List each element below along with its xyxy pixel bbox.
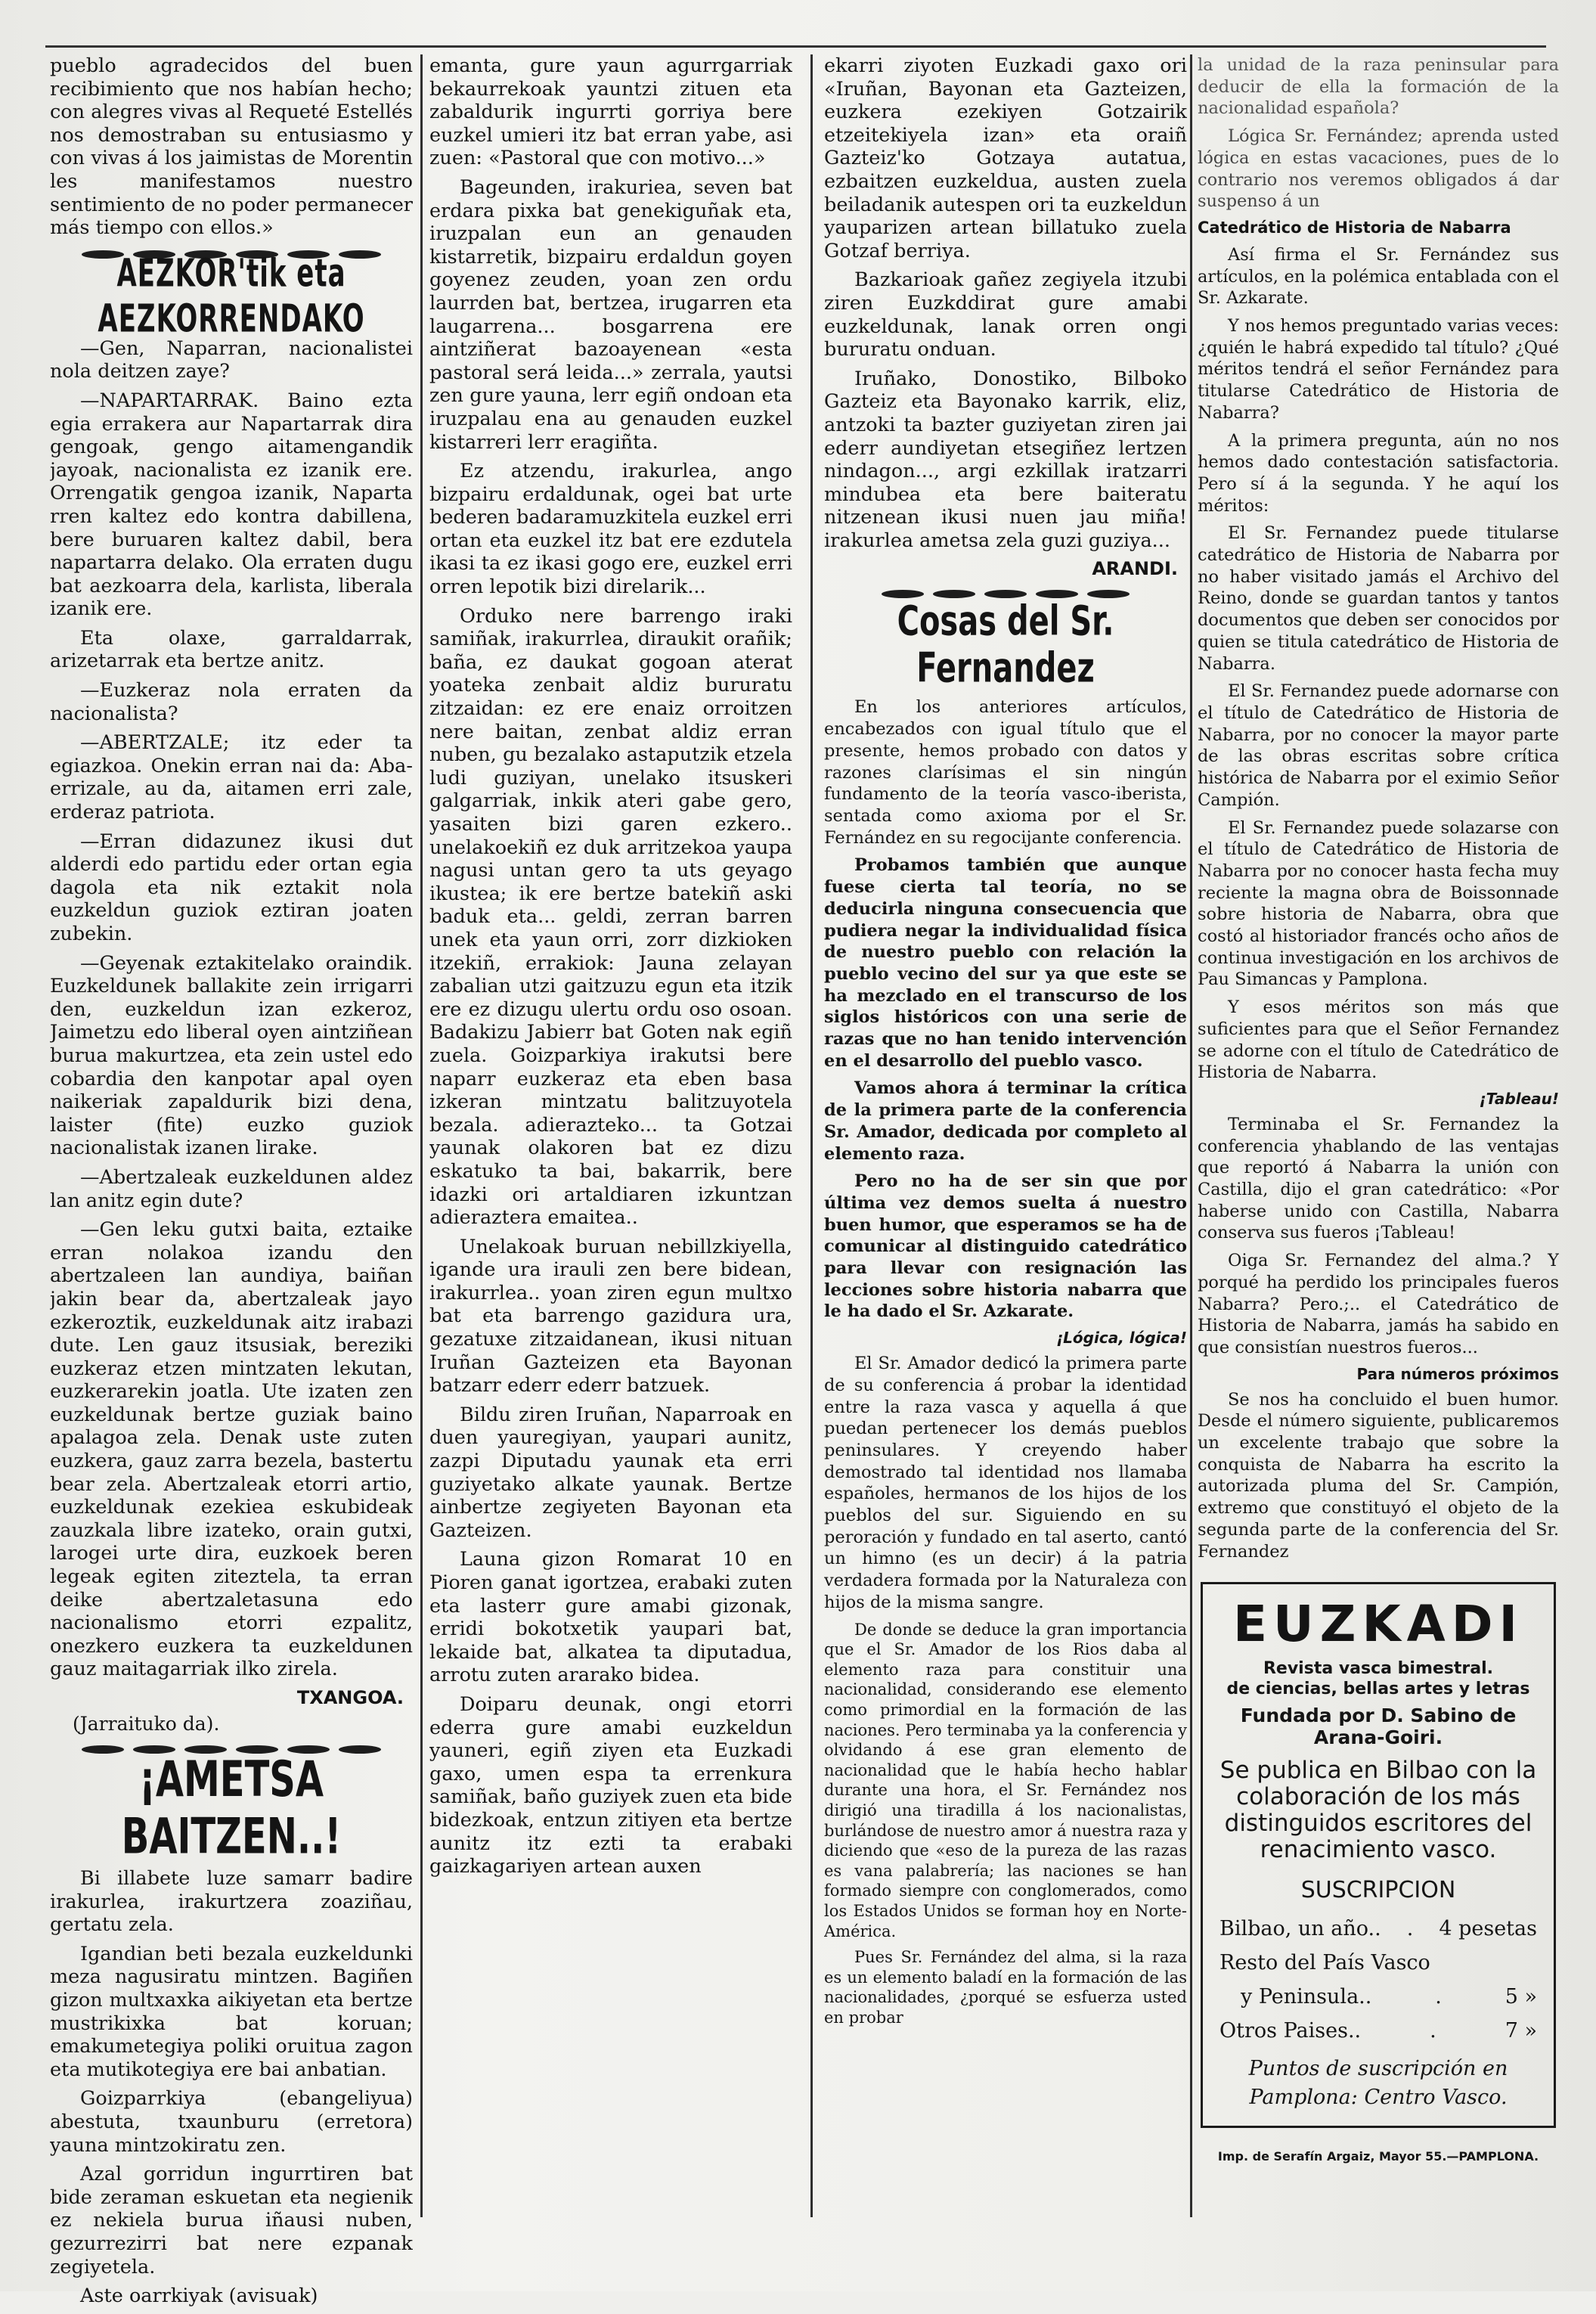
paragraph: De donde se deduce la gran importancia que el Sr. Amador de los Rios daba al elemento raza para constituir una nacionalidad, considerando ese elemento como primordial en la formación de las naciones. Pero terminaba ya la conferencia y olvidando á ese gran elemento de nacionalidad que le había hecho hablar durante una hora, el Sr. Fernández nos dirigió una tiradilla á los nacionalistas, burlándose de nuestro amor á nuestra raza y diciendo que «eso de la pureza de las razas es vana palabrería; las naciones se han formado siempre con conglomerados, como los Estados Unidos se forman hoy en Norte-América.	[824, 1620, 1187, 1940]
paragraph: la unidad de la raza peninsular para deducir de ella la formación de la nacionalidad española?	[1198, 55, 1559, 119]
price-row	[1219, 1951, 1537, 1974]
ad-founded: Fundada por D. Sabino de Arana-Goiri.	[1240, 1704, 1517, 1749]
column-4	[1198, 54, 1559, 2164]
subhead-proximos: Para números próximos	[1356, 1364, 1559, 1383]
paragraph: —ABERTZALE; itz eder ta egiazkoa. Onekin erran nai da: Aba-errizale, au da, aitamen erri zale, erderaz patriota.	[50, 731, 413, 824]
ad-body: Se publica en Bilbao con la colaboración de los más distinguidos escritores del renacimiento vasco.	[1219, 1757, 1537, 1864]
paragraph: ekarri ziyoten Euzkadi gaxo ori «Iruñan, Bayonan eta Gazteizen, euzkera ezekiyen Gotzairik etzeitekiyela izan» eta oraiñ Gazteiz'ko Gotzaya autatua, ezbaitzen euzkeldua, austen zuela beiladanik autespen ori ta euzkeldun yauparizen artean billatuko zuela Gotzaf berriya.	[824, 54, 1187, 262]
bold-line-catedratico: Catedrático de Historia de Nabarra	[1198, 218, 1511, 237]
intro-text: pueblo agradecidos del buen recibimiento que nos habían hecho; con alegres vivas al Requeté Estellés nos demostraban su entusiasmo y con vivas á los jaimistas de Morentin les manifestamos nuestro sentimiento de no poder permanecer más tiempo con ellos.»	[50, 54, 413, 240]
price-label: Resto del País Vasco	[1219, 1951, 1430, 1975]
top-rule	[45, 45, 1546, 48]
paragraph: Aste oarrkiyak (avisuak)	[80, 2285, 318, 2308]
paragraph: El Sr. Amador dedicó la primera parte de su conferencia á probar la identidad entre la raza vasca y aquella á que puedan pertenecer los demás pueblos peninsulares. Y creyendo haber demostrado tal identidad nos llamaba españoles, hermanos de los hijos de los pueblos del sur. Siguiendo en su peroración y fundado en tal aserto, cantó un himno (es un decir) á la patria verdadera formada por la Naturaleza con hijos de la misma sangre.	[824, 1354, 1187, 1612]
paragraph: —Geyenak eztakitelako oraindik. Euzkeldunek ballakite zein irrigarri den, euzkeldun izan ezkeroz, Jaimetzu edo liberal oyen aintziñean burua makurtzea, eta zein ustel edo cobardia den kanpotar apal oyen naikeriak zapaldurik bizi dena, laister (fite) euzko guziok nacionalistak izanen lirake.	[50, 951, 413, 1160]
signature-arandi: ARANDI.	[1092, 558, 1178, 580]
subhead-tableau: ¡Tableau!	[1479, 1089, 1559, 1108]
article-title-aezkor: AEZKOR'tik eta AEZKORRENDAKO	[98, 250, 365, 342]
paragraph: Launa gizon Romarat 10 en Pioren ganat igortzea, erabaki zuten eta lasterr gure amabi gizonak, erridi bokotxetik yaupari bat, lekaide bat, alkatea ta diputadua, arrotu zuten ararako bidea.	[429, 1548, 792, 1687]
price-value: 7 »	[1505, 2019, 1537, 2043]
paragraph: —Euzkeraz nola erraten da nacionalista?	[50, 679, 413, 725]
price-value: 4 pesetas	[1439, 1917, 1537, 1941]
price-dot: .	[1406, 1917, 1414, 1941]
paragraph: Así firma el Sr. Fernández sus artículos, en la polémica entablada con el Sr. Azkarate.	[1198, 244, 1559, 309]
paragraph: Se nos ha concluido el buen humor. Desde el número siguiente, publicaremos un excelente trabajo que sobre la conquista de Nabarra ha escrito la autorizada pluma del Sr. Campión, extremo que constituyó el objeto de la segunda parte de la conferencia del Sr. Fernandez	[1198, 1389, 1559, 1562]
column-rule	[420, 54, 423, 2217]
subhead-logica: ¡Lógica, lógica!	[1056, 1329, 1187, 1348]
price-row	[1219, 1917, 1537, 1940]
paragraph: Oiga Sr. Fernandez del alma.? Y porqué ha perdido los principales fueros Nabarra? Pero.;.. el Catedrático de Historia de Nabarra, jamás ha sabido en que consistían nuestros fueros...	[1198, 1251, 1559, 1357]
paragraph: Igandian beti bezala euzkeldunki meza nagusiratu mintzen. Bagiñen gizon multxaxka aikiyetan eta bertze mustrikixka bat koruan; emakumetegiya poliki oruitua zagon eta mutikotegiya ere bai anbatian.	[50, 1942, 413, 2081]
price-value: 5 »	[1505, 1985, 1537, 2009]
paragraph: Bi illabete luze samarr badire irakurlea, irakurtzera zoaziñau, gertatu zela.	[50, 1867, 413, 1937]
ad-title: EUZKADI	[1232, 1595, 1524, 1654]
euzkadi-advertisement	[1201, 1582, 1556, 2128]
paragraph: Pues Sr. Fernández del alma, si la raza es un elemento baladí en la formación de las nacionalidades, ¿porqué se esfuerza usted en probar	[824, 1948, 1187, 2027]
paragraph: Azal gorridun ingurrtiren bat bide zeraman eskuetan eta negienik ez nekiela burua iñausi nuben, gezurrezirri bat nere ezpanak zegiyetela.	[50, 2163, 413, 2278]
imprint-line: Imp. de Serafín Argaiz, Mayor 55.—PAMPLONA.	[1217, 2149, 1539, 2164]
continued-note: (Jarraituko da).	[73, 1713, 220, 1735]
paragraph: Bazkarioak gañez zegiyela itzubi ziren Euzkddirat gure amabi euzkeldunak, lanak orren ongi bururatu onduan.	[824, 268, 1187, 361]
paragraph: Pero no ha de ser sin que por última vez demos suelta á nuestro buen humor, que esperamos se ha de comunicar al distinguido catedrático para llevar con resignación las lecciones sobre historia nabarra que le ha dado el Sr. Azkarate.	[824, 1171, 1187, 1322]
price-label: Bilbao, un año..	[1219, 1917, 1381, 1941]
paragraph: En los anteriores artículos, encabezados con igual título que el presente, hemos probado con datos y razones clarísimas el sin ningún fundamento de la teoría vasco-iberista, sentada como axioma por el Sr. Fernández en su regocijante conferencia.	[824, 697, 1187, 848]
paragraph: Y esos méritos son más que suficientes para que el Señor Fernandez se adorne con el título de Catedrático de Historia de Nabarra.	[1198, 997, 1559, 1083]
signature-txangoa: TXANGOA.	[296, 1687, 404, 1708]
price-dot: .	[1435, 1985, 1442, 2009]
price-label: Otros Paises..	[1219, 2019, 1362, 2043]
price-row	[1219, 1985, 1537, 2008]
ad-footer-line-1: Puntos de suscripción en	[1248, 2057, 1508, 2081]
paragraph: —Gen leku gutxi baita, eztaike erran nolakoa izandu den abertzaleen lan aundiya, baiñan jakin bear da, abertzaleak jayo ezkeroztik, euzkeldunak aitz irabazi dute. Len gauz itsusiak, bereziki euzkeraz etzen mintzaten lekutan, euzkerarekin joatla. Ute izaten zen euzkeldunak bertze guziak baino apalagoa zela. Denak uste zuten euzkera, gauz zarra bezela, bastertu bear zela. Abertzaleak etorri artio, euzkeldunak ezekiea eskubideak zauzkala libre izateko, orain gutxi, larogei urte dira, euzkoek beren legeak egiten ziteztela, ta erran deike abertzaletasuna edo nacionalismo etorri ezpalitz, onezkero euzkera ta euzkeldunen gauz maitagarriak ilko zirela.	[50, 1218, 413, 1681]
paragraph: Doiparu deunak, ongi etorri ederra gure amabi euzkeldun yauneri, egiñ ziyen eta Euzkadi gaxo, umen espa ta errenkura samiñak, baño guziyek zuen eta bide bidezkoak, entzun zitiyen eta bertze aunitz itz ezti ta erabaki gaizkagariyen artean auxen	[429, 1692, 792, 1878]
paragraph: —Erran didazunez ikusi dut alderdi edo partidu eder ortan egia dagola eta nik eztakit nola euzkeldun guziok eztiran joaten zubekin.	[50, 830, 413, 945]
paragraph: Bageunden, irakuriea, seven bat erdara pixka bat genekiguñak eta, iruzpalan eun an genauden kistarretik, bizpairu erdaldun goyen goyenez zeuden, yoan zen ordu laurrden bat, bertzea, irugarren eta laugarrena... bosgarrena ere aintziñerat bazoayenean «esta pastoral será leida...» zerrala, yautsi zen gure yauna, lerr egiñ ondoan eta iruzpalau ena au genauden euzkel kistarreri lerr eragiñta.	[429, 175, 792, 454]
price-label: y Peninsula..	[1241, 1985, 1372, 2009]
paragraph: A la primera pregunta, aún no nos hemos dado contestación satisfactoria. Pero sí á la segunda. Y he aquí los méritos:	[1198, 430, 1559, 516]
paragraph: Vamos ahora á terminar la crítica de la primera parte de la conferencia Sr. Amador, dedicada por completo al elemento raza.	[824, 1078, 1187, 1164]
paragraph: Bildu ziren Iruñan, Naparroak en duen yauregiyan, yaupari aunitz, zazpi Diputadu yaunak eta erri guziyetako alkate yaunak. Bertze ainbertze zegiyeten Bayonan eta Gazteizen.	[429, 1403, 792, 1542]
paragraph: El Sr. Fernandez puede titularse catedrático de Historia de Nabarra por no haber visitado jamás el Archivo del Reino, donde se guardan tantos y tantos documentos que deben ser conocidos por quien se titula catedrático de Historia de Nabarra.	[1198, 523, 1559, 674]
paragraph: El Sr. Fernandez puede adornarse con el título de Catedrático de Historia de Nabarra, por no conocer la mayor parte de las obras escritas sobre crítica histórica de Nabarra por el eximio Señor Campión.	[1198, 681, 1559, 810]
column-rule	[1190, 54, 1192, 2217]
price-dot: .	[1430, 2019, 1436, 2043]
paragraph: —Gen, Naparran, nacionalistei nola deitzen zaye?	[50, 337, 413, 383]
paragraph: Goizparrkiya (ebangeliyua) abestuta, txaunburu (erretora) yauna mintzokiratu zen.	[50, 2087, 413, 2157]
paragraph: emanta, gure yaun agurrgarriak bekaurrekoak yauntzi zituen eta zabaldurik ingurrti gorriya bere euzkel umieri itz bat erran yabe, asi zuen: «Pastoral que con motivo...»	[429, 54, 792, 170]
ad-footer-line-2: Pamplona: Centro Vasco.	[1249, 2086, 1508, 2110]
paragraph: Iruñako, Donostiko, Bilboko Gazteiz eta Bayonako karrik, eliz, antzoki ta bazter guziyetan ziren jai ederr aundiyetan etsegiñez lertzen nindagon..., argi ezkillak iratzarri mindubea eta bere baiteratu nitzenean ikusi nuen jau miña! irakurlea ametsa zela guzi guziya...	[824, 367, 1187, 552]
ad-footer	[1215, 2055, 1542, 2112]
column-3	[824, 54, 1187, 2033]
paragraph: Eta olaxe, garraldarrak, arizetarrak eta bertze anitz.	[50, 626, 413, 673]
article-title-ametsa: ¡AMETSA BAITZEN..!	[121, 1751, 342, 1866]
paragraph: Terminaba el Sr. Fernandez la conferencia yhablando de las ventajas que reportó á Nabarra la unión con Castilla, dijo el gran catedrático: «Por haberse unido con Castilla, Nabarra conserva sus fueros ¡Tableau!	[1198, 1114, 1559, 1243]
article-title-cosas: Cosas del Sr. Fernandez	[897, 598, 1114, 693]
paragraph: El Sr. Fernandez puede solazarse con el título de Catedrático de Historia de Nabarra por no conocer hasta fecha muy reciente la magna obra de Boissonnade sobre historia de Nabarra, obra que costó al historiador francés ocho años de continua investigación en los archivos de Pau Simancas y Pamplona.	[1198, 817, 1559, 990]
paragraph: Ez atzendu, irakurlea, ango bizpairu erdaldunak, ogei bat urte bederen badaramuzkitela euzkel erri ortan eta euzkel itz bat ere ezdutela ikasi ta ez ikasi gogo ere, euzkel erri orren lepotik bizi direlarik...	[429, 460, 792, 599]
paragraph: Y nos hemos preguntado varias veces: ¿quién le habrá expedido tal título? ¿Qué méritos tendrá el señor Fernández para titularse Catedrático de Historia de Nabarra?	[1198, 316, 1559, 423]
column-rule	[810, 54, 813, 2217]
paragraph: Lógica Sr. Fernández; aprenda usted lógica en estas vacaciones, pues de lo contrario nos veremos obligados á dar suspenso á un	[1198, 126, 1559, 212]
ad-subtitle: Revista vasca bimestral.	[1263, 1659, 1494, 1679]
paragraph: Unelakoak buruan nebillzkiyella, igande ura irauli zen bere bidean, irakurrlea.. yoan ziren egun multxo bat eta barrengo gazidura ura, gezatuxe zitzaidanean, ikusi nituan Iruñan Gazteizen eta Bayonan batzarr ederr ederr batzuek.	[429, 1235, 792, 1397]
column-1	[50, 54, 413, 2314]
column-2	[429, 54, 792, 1884]
ad-subtitle-2: de ciencias, bellas artes y letras	[1226, 1680, 1530, 1699]
price-row	[1219, 2019, 1537, 2043]
ornament-divider	[824, 590, 1187, 598]
article-aezkor-body	[50, 337, 413, 1681]
ad-subscription-title: SUSCRIPCION	[1300, 1877, 1456, 1904]
article-ametsa-body	[50, 1867, 413, 2308]
paragraph: Probamos también que aunque fuese cierta tal teoría, no se deducirla ninguna consecuencia que pudiera negar la individualidad física de nuestro pueblo con relación la pueblo vecino del sur ya que este se ha mezclado en el transcurso de los siglos históricos con una serie de razas que no han tenido intervención en el desarrollo del pueblo vasco.	[824, 855, 1187, 1071]
paragraph: —NAPARTARRAK. Baino ezta egia errakera aur Napartarrak dira gengoak, gengo aitamengandik jayoak, nacionalista ez izanik ere. Orrengatik gengoa izanik, Naparta rren kaltez edo kontra dabillena, bere buruaren kaltez dabil, bera napartarra delako. Ola erraten dugu bat aezkoarra dela, karlista, liberala izanik ere.	[50, 389, 413, 621]
paragraph: —Abertzaleak euzkeldunen aldez lan anitz egin dute?	[50, 1165, 413, 1212]
paragraph: Orduko nere barrengo iraki samiñak, irakurrlea, diraukit orañik; baña, ez daukat gogoan aterat yoateka zenbait aldiz bururatu zitzaidan: ez ere enaiz orroitzen nere baitan, zenbat aldiz erran nuben, gu bezalako astaputzik etzela ludi guziyan, unelako itsuskeri galgarriak, inkik ateri gabe gero, yasaiten bizi garen ezkero.. unelakoekiñ ez duk arritzekoa yaupa nagusi untan gero ta uts geyago ikustea; ik ere bertze batekiñ aski baduk eta... geldi, zerran barren unek eta yaun orri, zorr dizkioken itzekiñ, errakiok: Jauna zelayan zabalian utzi gaitzuzu egun eta itzik ere ez dizugu ulertu ordu oso osoan. Badakizu Jabierr bat Goten nak egiñ zuela. Goizparkiya irakutsi bere naparr euzkeraz eta eben basa izkeran mintzatu balitzuyotela bezala. adierazteko... ta Gotzai yaunak olakoren bat ez dizu eskatuko ta bai, bakarrik, bere idazki ori artaldiaren izkuntzan adieraztera emaitea..	[429, 604, 792, 1230]
